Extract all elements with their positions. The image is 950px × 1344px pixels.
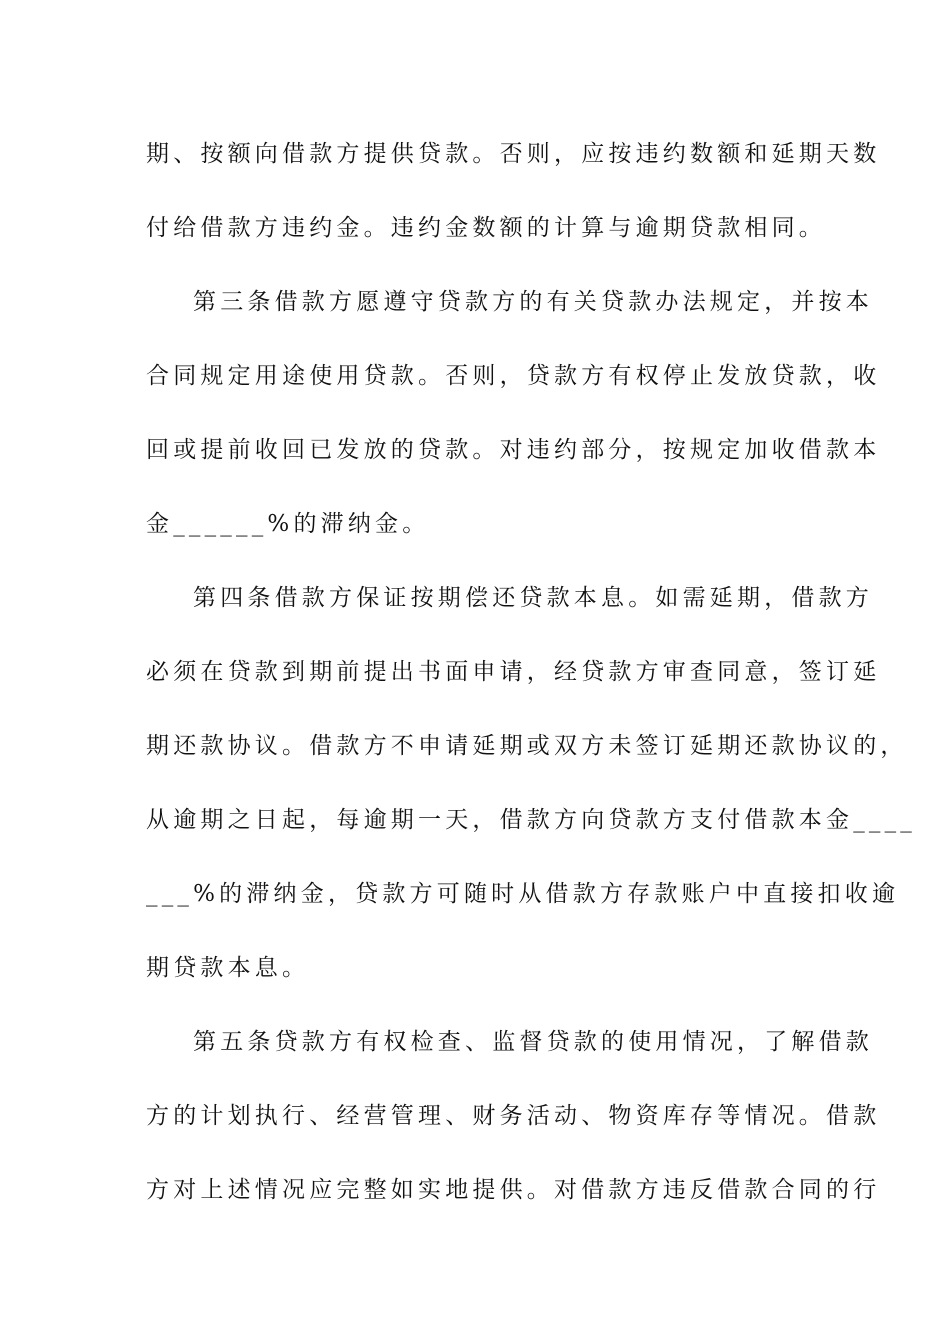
paragraph-start-article-5: 第五条贷款方有权检查、监督贷款的使用情况，了解借款 <box>193 1029 873 1055</box>
text-line: 合同规定用途使用贷款。否则，贷款方有权停止发放贷款，收 <box>146 363 881 389</box>
text-line: 方的计划执行、经营管理、财务活动、物资库存等情况。借款 <box>146 1103 881 1129</box>
text-line: 方对上述情况应完整如实地提供。对借款方违反借款合同的行 <box>146 1177 881 1203</box>
text-line: 从逾期之日起，每逾期一天，借款方向贷款方支付借款本金____ <box>146 807 916 833</box>
text-line: 金______%的滞纳金。 <box>146 511 430 537</box>
text-line: 期、按额向借款方提供贷款。否则，应按违约数额和延期天数 <box>146 141 881 167</box>
text-line: 付给借款方违约金。违约金数额的计算与逾期贷款相同。 <box>146 215 826 241</box>
text-line: 期贷款本息。 <box>146 955 310 981</box>
text-line: ___%的滞纳金，贷款方可随时从借款方存款账户中直接扣收逾 <box>146 881 900 907</box>
text-line: 回或提前收回已发放的贷款。对违约部分，按规定加收借款本 <box>146 437 881 463</box>
paragraph-start-article-3: 第三条借款方愿遵守贷款方的有关贷款办法规定，并按本 <box>193 289 873 315</box>
text-line: 必须在贷款到期前提出书面申请，经贷款方审查同意，签订延 <box>146 659 881 685</box>
text-line: 期还款协议。借款方不申请延期或双方未签订延期还款协议的， <box>146 733 908 759</box>
paragraph-start-article-4: 第四条借款方保证按期偿还贷款本息。如需延期，借款方 <box>193 585 873 611</box>
